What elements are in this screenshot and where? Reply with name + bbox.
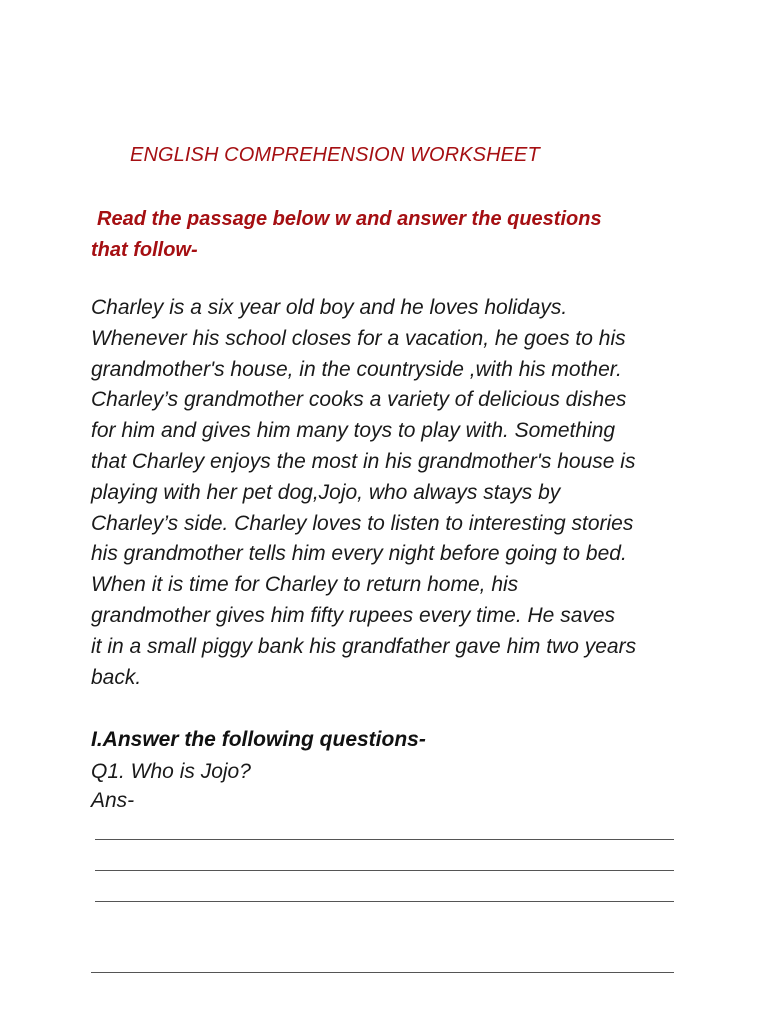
passage-line: for him and gives him many toys to play with. Something <box>91 419 616 443</box>
passage-line: his grandmother tells him every night before going to bed. <box>91 542 627 566</box>
passage-line: Whenever his school closes for a vacation, he goes to his <box>91 326 626 350</box>
answer-label-1: Ans- <box>91 789 135 812</box>
instruction-line-1: Read the passage below w and answer the questions <box>97 208 602 230</box>
passage-line: When it is time for Charley to return home, his <box>91 573 519 597</box>
question-1: Q1. Who is Jojo? <box>91 760 251 783</box>
section-heading: I.Answer the following questions- <box>91 728 426 751</box>
worksheet-title: ENGLISH COMPREHENSION WORKSHEET <box>130 144 540 166</box>
passage-line: Charley’s grandmother cooks a variety of delicious dishes <box>91 388 627 412</box>
answer-line[interactable] <box>95 870 674 871</box>
answer-line[interactable] <box>95 839 674 840</box>
passage-line: playing with her pet dog,Jojo, who always stays by <box>91 480 561 504</box>
passage-line: Charley is a six year old boy and he loves holidays. <box>91 296 568 319</box>
instruction-text <box>91 204 691 266</box>
passage-line: it in a small piggy bank his grandfather gave him two years <box>91 634 637 658</box>
passage <box>91 293 731 693</box>
passage-line: that Charley enjoys the most in his grandmother's house is <box>91 449 636 473</box>
answer-line[interactable] <box>91 972 674 973</box>
passage-line: grandmother gives him fifty rupees every time. He saves <box>91 603 616 627</box>
instruction-line-2: that follow- <box>91 239 198 261</box>
passage-line: back. <box>91 665 142 689</box>
passage-line: Charley’s side. Charley loves to listen to interesting stories <box>91 511 634 535</box>
passage-line: grandmother's house, in the countryside ,with his mother. <box>91 357 622 381</box>
answer-line[interactable] <box>95 901 674 902</box>
